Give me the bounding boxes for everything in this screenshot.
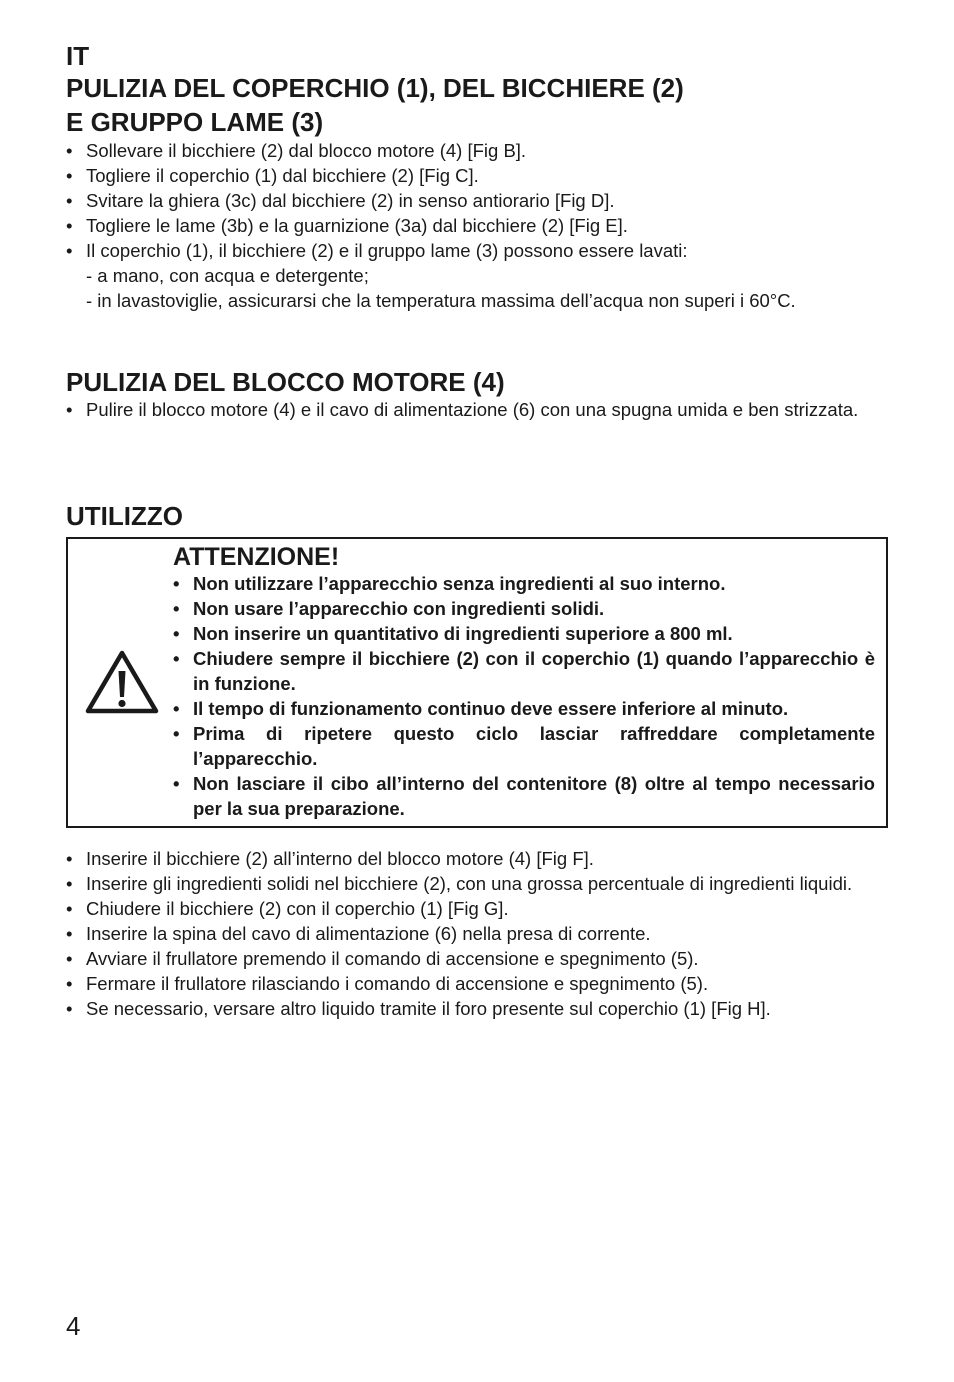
list-item: • Il coperchio (1), il bicchiere (2) e il gruppo lame (3) possono essere lavati: <box>66 238 888 263</box>
section-title-cleaning-jar-line2: E GRUPPO LAME (3) <box>66 107 324 137</box>
list-item: • Svitare la ghiera (3c) dal bicchiere (2) in senso antiorario [Fig D]. <box>66 188 888 213</box>
cleaning-jar-list <box>66 138 888 313</box>
section-title-cleaning-jar: PULIZIA DEL COPERCHIO (1), DEL BICCHIERE (2) <box>66 73 684 103</box>
list-item: • Inserire gli ingredienti solidi nel bicchiere (2), con una grossa percentuale di ingredienti liquidi. <box>66 871 888 896</box>
usage-list <box>66 846 888 1021</box>
warning-triangle-icon <box>84 647 160 717</box>
warning-item: • Il tempo di funzionamento continuo deve essere inferiore al minuto. <box>173 696 875 721</box>
list-item: • Inserire il bicchiere (2) all’interno del blocco motore (4) [Fig F]. <box>66 846 888 871</box>
warning-item: • Prima di ripetere questo ciclo lasciar raffreddare completamente l’apparecchio. <box>173 721 875 771</box>
warning-item: • Non usare l’apparecchio con ingredienti solidi. <box>173 596 875 621</box>
section-title-usage: UTILIZZO <box>66 501 183 531</box>
language-code: IT <box>66 41 90 71</box>
list-item: • Inserire la spina del cavo di alimentazione (6) nella presa di corrente. <box>66 921 888 946</box>
warning-item: • Non inserire un quantitativo di ingredienti superiore a 800 ml. <box>173 621 875 646</box>
list-item: • Avviare il frullatore premendo il comando di accensione e spegnimento (5). <box>66 946 888 971</box>
warning-list <box>173 571 875 821</box>
warning-item: • Chiudere sempre il bicchiere (2) con il coperchio (1) quando l’apparecchio è in funzione. <box>173 646 875 696</box>
list-item: • Togliere le lame (3b) e la guarnizione (3a) dal bicchiere (2) [Fig E]. <box>66 213 888 238</box>
cleaning-motor-list <box>66 397 888 422</box>
warning-item: • Non lasciare il cibo all’interno del contenitore (8) oltre al tempo necessario per la sua preparazione. <box>173 771 875 821</box>
warning-title: ATTENZIONE! <box>173 543 340 571</box>
page-number: 4 <box>66 1311 81 1341</box>
section-title-cleaning-motor: PULIZIA DEL BLOCCO MOTORE (4) <box>66 367 505 397</box>
warning-box <box>66 537 888 828</box>
list-item: • Se necessario, versare altro liquido tramite il foro presente sul coperchio (1) [Fig H]. <box>66 996 888 1021</box>
list-item: • Chiudere il bicchiere (2) con il coperchio (1) [Fig G]. <box>66 896 888 921</box>
list-item: • Pulire il blocco motore (4) e il cavo di alimentazione (6) con una spugna umida e ben strizzata. <box>66 397 888 422</box>
list-subitem: - a mano, con acqua e detergente; <box>86 265 369 286</box>
list-item: • Sollevare il bicchiere (2) dal blocco motore (4) [Fig B]. <box>66 138 888 163</box>
list-item: • Togliere il coperchio (1) dal bicchiere (2) [Fig C]. <box>66 163 888 188</box>
list-subitem: - in lavastoviglie, assicurarsi che la temperatura massima dell’acqua non superi i 60°C. <box>86 290 796 311</box>
list-item: • Fermare il frullatore rilasciando i comando di accensione e spegnimento (5). <box>66 971 888 996</box>
warning-item: • Non utilizzare l’apparecchio senza ingredienti al suo interno. <box>173 571 875 596</box>
